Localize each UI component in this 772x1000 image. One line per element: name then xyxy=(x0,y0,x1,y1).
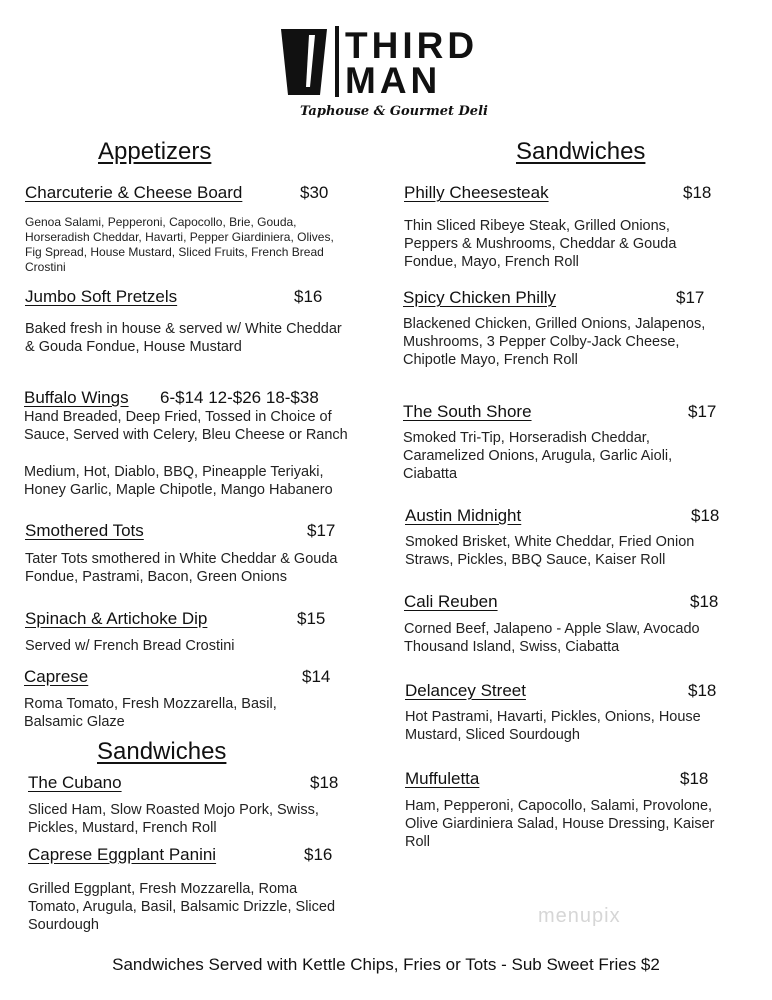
item-desc: Served w/ French Bread Crostini xyxy=(25,638,235,654)
item-price: $14 xyxy=(302,667,331,686)
item-name: Spinach & Artichoke Dip xyxy=(25,609,208,628)
logo-line2: MAN xyxy=(345,60,442,101)
item-name: Austin Midnight xyxy=(405,506,522,525)
item-name: Buffalo Wings xyxy=(24,388,129,407)
footer-note: Sandwiches Served with Kettle Chips, Fries or Tots - Sub Sweet Fries $2 xyxy=(112,955,660,974)
tagline: Taphouse & Gourmet Deli xyxy=(300,104,488,119)
item-price: $18 xyxy=(688,681,717,700)
item-price: $30 xyxy=(300,183,329,202)
item-price: $17 xyxy=(688,402,717,421)
item-price: $16 xyxy=(304,845,333,864)
watermark: menupix xyxy=(538,905,621,927)
item-name: Jumbo Soft Pretzels xyxy=(25,287,178,306)
item-price: $17 xyxy=(307,521,336,540)
item-desc: Corned Beef, Jalapeno - Apple Slaw, Avocado Thousand Island, Swiss, Ciabatta xyxy=(404,621,700,655)
item-desc: Grilled Eggplant, Fresh Mozzarella, Roma Tomato, Arugula, Basil, Balsamic Drizzle, Sliced Sourdough xyxy=(28,881,336,933)
item-name: Charcuterie & Cheese Board xyxy=(25,183,243,202)
item-name: Spicy Chicken Philly xyxy=(403,288,557,307)
item-price: $18 xyxy=(690,592,719,611)
item-desc: Blackened Chicken, Grilled Onions, Jalapenos, Mushrooms, 3 Pepper Colby-Jack Cheese, Chipotle Mayo, French Roll xyxy=(403,316,706,368)
item-name: Smothered Tots xyxy=(25,521,144,540)
logo-divider xyxy=(335,26,339,97)
logo-line1: THIRD xyxy=(345,25,479,66)
item-price: $18 xyxy=(680,769,709,788)
item-name: Cali Reuben xyxy=(404,592,498,611)
item-price: $17 xyxy=(676,288,705,307)
item-desc: Smoked Tri-Tip, Horseradish Cheddar, Caramelized Onions, Arugula, Garlic Aioli, Ciabatta xyxy=(403,430,673,482)
item-desc-flavors: Medium, Hot, Diablo, BBQ, Pineapple Teriyaki, Honey Garlic, Maple Chipotle, Mango Habanero xyxy=(24,464,333,498)
item-desc: Roma Tomato, Fresh Mozzarella, Basil, Balsamic Glaze xyxy=(24,696,277,730)
item-name: Delancey Street xyxy=(405,681,526,700)
sandwiches-heading-right: Sandwiches xyxy=(516,138,646,165)
item-desc: Sliced Ham, Slow Roasted Mojo Pork, Swiss, Pickles, Mustard, French Roll xyxy=(28,802,319,836)
item-name: Muffuletta xyxy=(405,769,480,788)
item-name: The Cubano xyxy=(28,773,122,792)
appetizers-heading: Appetizers xyxy=(98,138,212,165)
item-name: Caprese Eggplant Panini xyxy=(28,845,217,864)
item-price: $18 xyxy=(691,506,720,525)
item-desc: Genoa Salami, Pepperoni, Capocollo, Brie, Gouda, Horseradish Cheddar, Havarti, Pepper Giardiniera, Olives, Fig Spread, House Mustard, Sliced Fruits, French Bread Crostini xyxy=(25,215,334,274)
item-desc: Smoked Brisket, White Cheddar, Fried Onion Straws, Pickles, BBQ Sauce, Kaiser Roll xyxy=(405,534,695,568)
item-name: Philly Cheesesteak xyxy=(404,183,549,202)
item-price: $18 xyxy=(310,773,339,792)
item-name: The South Shore xyxy=(403,402,532,421)
item-desc: Hot Pastrami, Havarti, Pickles, Onions, House Mustard, Sliced Sourdough xyxy=(405,709,701,743)
item-price: $16 xyxy=(294,287,323,306)
item-desc: Thin Sliced Ribeye Steak, Grilled Onions, Peppers & Mushrooms, Cheddar & Gouda Fondue, Mayo, French Roll xyxy=(404,218,677,270)
item-desc: Hand Breaded, Deep Fried, Tossed in Choice of Sauce, Served with Celery, Bleu Cheese or Ranch xyxy=(24,409,348,443)
item-desc: Ham, Pepperoni, Capocollo, Salami, Provolone, Olive Giardiniera Salad, House Dressing, Kaiser Roll xyxy=(405,798,715,850)
item-name: Caprese xyxy=(24,667,89,686)
item-desc: Tater Tots smothered in White Cheddar & Gouda Fondue, Pastrami, Bacon, Green Onions xyxy=(25,551,338,585)
item-desc: Baked fresh in house & served w/ White Cheddar & Gouda Fondue, House Mustard xyxy=(25,321,342,355)
sandwiches-heading-left: Sandwiches xyxy=(97,738,227,765)
pint-glass-icon xyxy=(279,27,329,97)
item-price: 6-$14 12-$26 18-$38 xyxy=(160,388,319,407)
item-price: $18 xyxy=(683,183,712,202)
item-price: $15 xyxy=(297,609,326,628)
